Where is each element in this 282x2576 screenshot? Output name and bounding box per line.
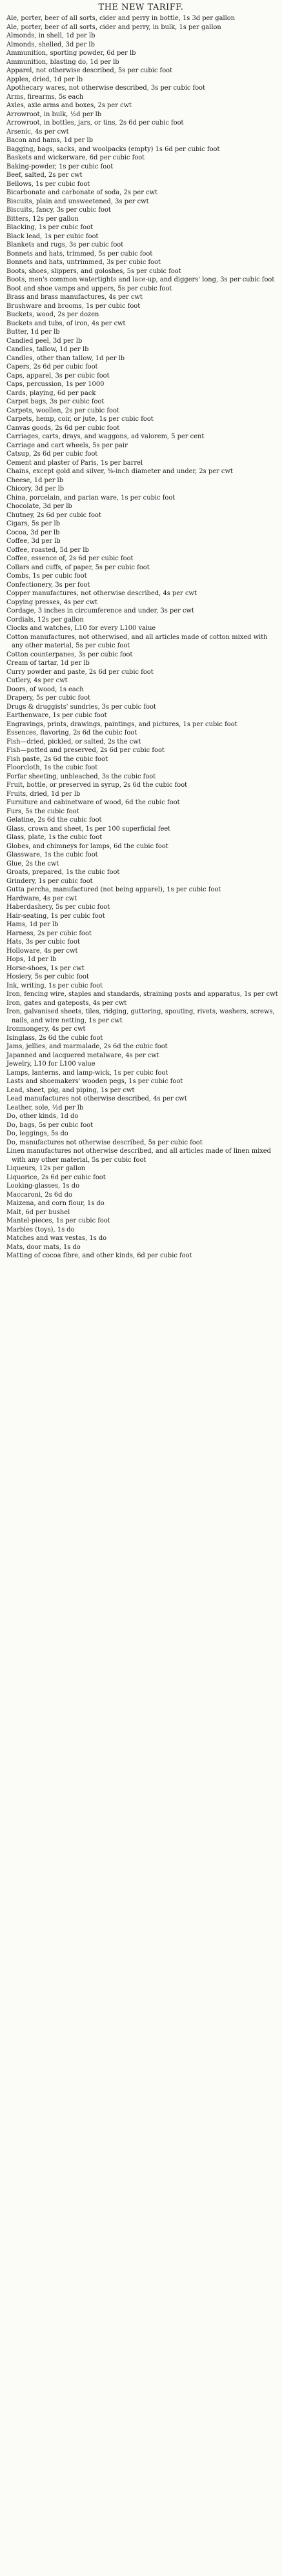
tariff-entry: Maccaroni, 2s 6d do bbox=[6, 1191, 72, 1199]
tariff-entry: Groats, prepared, 1s the cubic foot bbox=[6, 869, 120, 876]
tariff-entry: Coffee, roasted, 5d per lb bbox=[6, 546, 89, 554]
tariff-entry: Matches and wax vestas, 1s do bbox=[6, 1235, 107, 1242]
tariff-entry: Glue, 2s the cwt bbox=[6, 860, 59, 867]
tariff-entry: Caps, apparel, 3s per cubic foot bbox=[6, 372, 110, 380]
tariff-entry: Boot and shoe vamps and uppers, 5s per cubic foot bbox=[6, 285, 172, 292]
tariff-entry: Chains, except gold and silver, ⅜-inch diameter and under, 2s per cwt bbox=[6, 468, 233, 475]
tariff-entry: Capers, 2s 6d per cubic foot bbox=[6, 363, 98, 370]
tariff-entry: Candles, other than tallow, 1d per lb bbox=[6, 354, 125, 362]
tariff-entry: Do, other kinds, 1d do bbox=[6, 1113, 79, 1120]
tariff-entry: Chocolate, 3d per lb bbox=[6, 503, 72, 510]
tariff-title: THE NEW TARIFF. bbox=[98, 3, 184, 12]
tariff-entry: Lamps, lanterns, and lamp-wick, 1s per cubic foot bbox=[6, 1069, 168, 1077]
tariff-entry: Essences, flavoring, 2s 6d the cubic foot bbox=[6, 729, 137, 736]
tariff-entry: Cheese, 1d per lb bbox=[6, 476, 64, 484]
tariff-entry: Linen manufactures not otherwise described, and all articles made of linen mixed with any other material, 5s per cubic foot bbox=[6, 1148, 271, 1164]
tariff-entry: Horse-shoes, 1s per cwt bbox=[6, 964, 85, 972]
tariff-entry: Coffee, essence of, 2s 6d per cubic foot bbox=[6, 555, 134, 562]
tariff-entry: Butter, 1d per lb bbox=[6, 329, 60, 336]
tariff-entry: Cotton manufactures, not otherwised, and all articles made of cotton mixed with any other material, 5s per cubic foot bbox=[6, 633, 268, 649]
tariff-entry: Drapery, 5s per cubic foot bbox=[6, 695, 91, 702]
tariff-entry: Candles, tallow, 1d per lb bbox=[6, 346, 89, 353]
tariff-entry: Ale, porter, beer of all sorts, cider and perry in bottle, 1s 3d per gallon bbox=[6, 15, 236, 22]
tariff-entry: Bonnets and hats, trimmed, 5s per cubic foot bbox=[6, 250, 153, 258]
tariff-entry: Ammunition, sporting powder, 6d per lb bbox=[6, 50, 136, 57]
tariff-entry: Hardware, 4s per cwt bbox=[6, 895, 77, 902]
tariff-entry: Apparel, not otherwise described, 5s per cubic foot bbox=[6, 67, 173, 74]
tariff-entry: Hosiery, 5s per cubic foot bbox=[6, 973, 89, 980]
tariff-entry: Iron, galvanised sheets, tiles, ridging, guttering, spouting, rivets, washers, screws, nails, and wire netting, 1s per cwt bbox=[6, 1008, 275, 1024]
tariff-entry: Liqueurs, 12s per gallon bbox=[6, 1165, 86, 1172]
tariff-entry: Leather, sole, ½d per lb bbox=[6, 1104, 84, 1111]
tariff-entry: Almonds, in shell, 1d per lb bbox=[6, 32, 96, 39]
tariff-entry: Blankets and rugs, 3s per cubic foot bbox=[6, 241, 124, 248]
tariff-entry: Copying presses, 4s per cwt bbox=[6, 598, 98, 606]
tariff-entry: Carpets, hemp, coir, or jute, 1s per cubic foot bbox=[6, 416, 154, 423]
tariff-entry: Glass, plate, 1s the cubic foot bbox=[6, 834, 103, 841]
tariff-entry: Carpet bags, 3s per cubic foot bbox=[6, 398, 105, 405]
tariff-entry: Carpets, woollen, 2s per cubic foot bbox=[6, 407, 119, 414]
tariff-entry: Cement and plaster of Paris, 1s per barrel bbox=[6, 459, 143, 467]
tariff-entry: Jams, jellies, and marmalade, 2s 6d the cubic foot bbox=[6, 1043, 168, 1050]
tariff-entry: Fruit, bottle, or preserved in syrup, 2s 6d the cubic foot bbox=[6, 782, 188, 789]
tariff-entry: Black lead, 1s per cubic foot bbox=[6, 232, 99, 240]
tariff-entry: Fish—dried, pickled, or salted, 2s the cwt bbox=[6, 738, 141, 745]
tariff-entry: Haberdashery, 5s per cubic foot bbox=[6, 904, 110, 911]
tariff-entry: Forfar sheeting, unbleached, 3s the cubic foot bbox=[6, 773, 156, 780]
tariff-entry: Matting of cocoa fibre, and other kinds, 6d per cubic foot bbox=[6, 1252, 192, 1259]
tariff-entry: Furs, 5s the cubic foot bbox=[6, 807, 79, 815]
tariff-entry: Fruits, dried, 1d per lb bbox=[6, 790, 81, 798]
tariff-entry: Globes, and chimneys for lamps, 6d the cubic foot bbox=[6, 842, 168, 850]
tariff-entry: Collars and cuffs, of paper, 5s per cubic foot bbox=[6, 563, 150, 571]
tariff-entry: Bonnets and hats, untrimmed, 3s per cubic foot bbox=[6, 259, 161, 266]
tariff-entry: Bicarbonate and carbonate of soda, 2s per cwt bbox=[6, 189, 158, 196]
tariff-entry: Chicory, 3d per lb bbox=[6, 485, 65, 492]
tariff-entry: Chutney, 2s 6d per cubic foot bbox=[6, 511, 101, 519]
tariff-entry: Biscuits, plain and unsweetened, 3s per cwt bbox=[6, 198, 149, 205]
tariff-entry: Gelatine, 2s 6d the cubic foot bbox=[6, 816, 102, 824]
tariff-entry: Fish paste, 2s 6d the cubic foot bbox=[6, 755, 108, 763]
tariff-entry: Isinglass, 2s 6d the cubic foot bbox=[6, 1034, 103, 1042]
tariff-entry: Cordage, 3 inches in circumference and under, 3s per cwt bbox=[6, 607, 194, 614]
tariff-entry: Beef, salted, 2s per cwt bbox=[6, 172, 83, 179]
tariff-entry: Biscuits, fancy, 3s per cubic foot bbox=[6, 207, 111, 214]
tariff-entry: Carriage and cart wheels, 5s per pair bbox=[6, 441, 128, 449]
tariff-entry: Lasts and shoemakers' wooden pegs, 1s per cubic foot bbox=[6, 1078, 183, 1085]
tariff-entry: Iron, fencing wire, staples and standards, straining posts and apparatus, 1s per cwt bbox=[6, 991, 278, 998]
tariff-entry: Lead, sheet, pig, and piping, 1s per cwt bbox=[6, 1086, 135, 1094]
tariff-entry: Apothecary wares, not otherwise described, 3s per cubic foot bbox=[6, 85, 206, 92]
tariff-entry: Bellows, 1s per cubic foot bbox=[6, 180, 90, 188]
tariff-entry: Arms, firearms, 5s each bbox=[6, 93, 84, 101]
tariff-entry: Baskets and wickerware, 6d per cubic foot bbox=[6, 154, 145, 161]
tariff-entry: Brushware and brooms, 1s per cubic foot bbox=[6, 302, 141, 310]
tariff-entry: Maizena, and corn flour, 1s do bbox=[6, 1200, 105, 1207]
tariff-entry: Floorcloth, 1s the cubic foot bbox=[6, 764, 98, 771]
tariff-entry: Gutta percha, manufactured (not being apparel), 1s per cubic foot bbox=[6, 886, 221, 893]
tariff-entry: Jewelry, L10 for L100 value bbox=[6, 1060, 96, 1068]
tariff-entry: Arsenic, 4s per cwt bbox=[6, 128, 69, 136]
tariff-entry: Copper manufactures, not otherwise described, 4s per cwt bbox=[6, 590, 197, 597]
tariff-entry: Mats, door mats, 1s do bbox=[6, 1243, 81, 1251]
tariff-entry: Hops, 1d per lb bbox=[6, 956, 57, 963]
tariff-entry: Apples, dried, 1d per lb bbox=[6, 76, 83, 83]
tariff-entry: Drugs & druggists' sundries, 3s per cubic foot bbox=[6, 703, 156, 711]
tariff-entry: Glassware, 1s the cubic foot bbox=[6, 851, 98, 858]
tariff-entry: Ammunition, blasting do, 1d per lb bbox=[6, 58, 119, 66]
tariff-entry: Curry powder and paste, 2s 6d per cubic foot bbox=[6, 668, 154, 676]
tariff-entry: Do, leggings, 5s do bbox=[6, 1130, 68, 1137]
tariff-entry: Buckets and tubs, of iron, 4s per cwt bbox=[6, 319, 126, 327]
tariff-entry: Axles, axle arms and boxes, 2s per cwt bbox=[6, 102, 132, 109]
tariff-entry: Glass, crown and sheet, 1s per 100 superficial feet bbox=[6, 825, 171, 833]
tariff-entry: Hair-seating, 1s per cubic foot bbox=[6, 912, 105, 920]
tariff-entry: Ale, porter, beer of all sorts, cider and perry, in bulk, 1s per gallon bbox=[6, 23, 221, 31]
tariff-list bbox=[3, 14, 279, 1261]
tariff-entry: Do, bags, 5s per cubic foot bbox=[6, 1121, 94, 1129]
tariff-entry: Hams, 1d per lb bbox=[6, 921, 59, 928]
tariff-entry: Arrowroot, in bulk, ½d per lb bbox=[6, 110, 102, 118]
tariff-entry: Ironmongery, 4s per cwt bbox=[6, 1026, 86, 1033]
tariff-entry: Cutlery, 4s per cwt bbox=[6, 677, 68, 684]
tariff-entry: Ink, writing, 1s per cubic foot bbox=[6, 982, 103, 989]
tariff-entry: Bitters, 12s per gallon bbox=[6, 215, 79, 223]
tariff-entry: Bacon and hams, 1d per lb bbox=[6, 137, 94, 144]
tariff-entry: Furniture and cabinetware of wood, 6d the cubic foot bbox=[6, 799, 180, 806]
tariff-entry: Cigars, 5s per lb bbox=[6, 520, 60, 527]
tariff-entry: Fish—potted and preserved, 2s 6d per cubic foot bbox=[6, 747, 165, 754]
tariff-entry: Confectionery, 3s per foot bbox=[6, 581, 90, 589]
tariff-entry: Buckets, wood, 2s per dozen bbox=[6, 311, 99, 318]
tariff-entry: Bagging, bags, sacks, and woolpacks (empty) 1s 6d per cubic foot bbox=[6, 145, 220, 153]
tariff-entry: Earthenware, 1s per cubic foot bbox=[6, 712, 107, 719]
tariff-entry: Hats, 3s per cubic foot bbox=[6, 938, 80, 946]
tariff-entry: Holloware, 4s per cwt bbox=[6, 947, 78, 955]
tariff-entry: Baking-powder, 1s per cubic foot bbox=[6, 163, 114, 170]
tariff-entry: Lead manufactures not otherwise described, 4s per cwt bbox=[6, 1095, 187, 1102]
tariff-entry: Malt, 6d per bushel bbox=[6, 1208, 70, 1216]
tariff-entry: Iron, gates and gateposts, 4s per cwt bbox=[6, 999, 127, 1007]
tariff-entry: Cream of tartar, 1d per lb bbox=[6, 660, 90, 667]
tariff-entry: Caps, percussion, 1s per 1000 bbox=[6, 381, 105, 388]
tariff-entry: Cards, playing, 6d per pack bbox=[6, 389, 96, 397]
tariff-entry: Looking-glasses, 1s do bbox=[6, 1182, 80, 1190]
tariff-entry: Cocoa, 3d per lb bbox=[6, 529, 60, 536]
tariff-entry: Engravings, prints, drawings, paintings, and pictures, 1s per cubic foot bbox=[6, 720, 237, 728]
tariff-entry: Carriages, carts, drays, and waggons, ad valorem, 5 per cent bbox=[6, 433, 205, 440]
tariff-entry: Clocks and watches, L10 for every L100 value bbox=[6, 625, 156, 632]
tariff-entry: Doors, of wood, 1s each bbox=[6, 685, 84, 693]
tariff-entry: China, porcelain, and parian ware, 1s per cubic foot bbox=[6, 494, 176, 502]
tariff-entry: Catsup, 2s 6d per cubic foot bbox=[6, 451, 98, 458]
tariff-entry: Japanned and lacquered metalware, 4s per cwt bbox=[6, 1051, 159, 1059]
tariff-entry: Arrowroot, in bottles, jars, or tins, 2s 6d per cubic foot bbox=[6, 119, 184, 127]
tariff-entry: Blacking, 1s per cubic foot bbox=[6, 224, 94, 231]
tariff-entry: Harness, 2s per cubic foot bbox=[6, 929, 92, 937]
tariff-entry: Coffee, 3d per lb bbox=[6, 538, 61, 545]
tariff-entry: Brass and brass manufactures, 4s per cwt bbox=[6, 294, 143, 301]
tariff-entry: Boots, shoes, slippers, and goloshes, 5s per cubic foot bbox=[6, 267, 181, 275]
tariff-entry: Combs, 1s per cubic foot bbox=[6, 573, 87, 580]
tariff-entry: Marbles (toys), 1s do bbox=[6, 1226, 75, 1233]
tariff-entry: Grindery, 1s per cubic foot bbox=[6, 877, 93, 885]
tariff-entry: Mantel-pieces, 1s per cubic foot bbox=[6, 1217, 110, 1224]
tariff-entry: Cotton counterpanes, 3s per cubic foot bbox=[6, 651, 133, 658]
tariff-entry: Almonds, shelled, 3d per lb bbox=[6, 41, 95, 48]
tariff-entry: Do, manufactures not otherwise described, 5s per cubic foot bbox=[6, 1139, 203, 1146]
tariff-entry: Canvas goods, 2s 6d per cubic foot bbox=[6, 424, 120, 432]
tariff-entry: Liquorice, 2s 6d per cubic foot bbox=[6, 1173, 106, 1181]
tariff-entry: Candied peel, 3d per lb bbox=[6, 337, 83, 345]
tariff-entry: Boots, men's common watertights and lace-up, and diggers' long, 3s per cubic foot bbox=[6, 276, 275, 283]
tariff-entry: Cordials, 12s per gallon bbox=[6, 616, 84, 624]
